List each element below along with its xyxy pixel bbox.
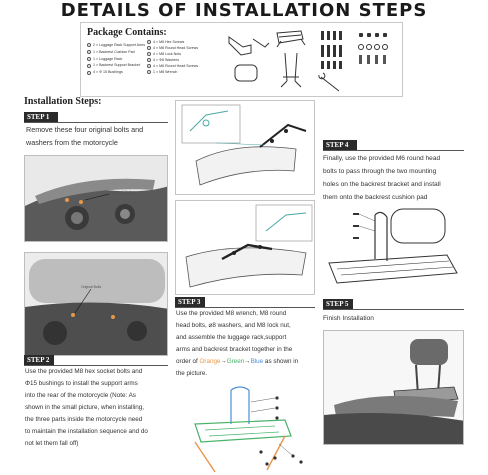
step-1-text-line2: washers from the motorcycle xyxy=(26,138,118,147)
step-2-diagram-bottom xyxy=(175,200,315,295)
step-4-line: them onto the backrest cushion pad xyxy=(323,194,428,201)
step-3-diagram xyxy=(175,384,315,475)
step-5-photo xyxy=(323,330,464,445)
step-4-divider xyxy=(323,150,464,151)
step-3-label: STEP 3 xyxy=(175,297,205,307)
package-item: 4 × M8 Lock Nuts xyxy=(147,51,198,57)
support-arm-icon xyxy=(229,37,251,55)
bullet-icon xyxy=(147,70,151,74)
support-arm-side-diagram xyxy=(176,201,315,295)
step-2-line: to maintain the installation sequence and do xyxy=(25,428,148,435)
step-1-divider xyxy=(24,122,168,123)
step-3-line: the picture. xyxy=(176,370,208,377)
luggage-rack-outline xyxy=(329,255,457,283)
luggage-rack-outline xyxy=(195,420,291,442)
backrest-bracket-outline xyxy=(375,212,387,261)
cushion-pad-icon xyxy=(235,65,257,81)
step-2-line: shown in the small picture, when installing, xyxy=(25,404,145,411)
page-title: DETAILS OF INSTALLATION STEPS xyxy=(60,0,428,21)
package-item: 4 × M6 Round Head Screws xyxy=(147,63,198,69)
backrest-pad-outline xyxy=(391,209,445,243)
bullet-icon xyxy=(147,40,151,44)
order-orange: Orange xyxy=(199,358,221,365)
wrench-icon xyxy=(319,73,339,91)
bullet-icon xyxy=(87,43,91,47)
package-item: 1 × Backrest Cushion Pad xyxy=(87,49,145,56)
bullet-icon xyxy=(147,58,151,62)
bullet-icon xyxy=(147,46,151,50)
bullet-icon xyxy=(147,52,151,56)
step-2-line: not let them fall off) xyxy=(25,440,79,447)
finished-installation-image xyxy=(324,331,464,445)
arrow-icon: → xyxy=(244,358,251,365)
package-item: 4 × M8 Round Head Screws xyxy=(147,45,198,51)
step-3-line: head bolts, ⌀8 washers, and M8 lock nut, xyxy=(176,322,291,329)
package-list-left xyxy=(87,42,145,76)
installation-steps-heading: Installation Steps: xyxy=(24,96,102,107)
support-arm-icon xyxy=(253,39,269,47)
step-2-line: into the rear of the motorcycle (Note: As xyxy=(25,392,136,399)
luggage-rack-icon xyxy=(277,31,305,47)
order-blue: Blue xyxy=(250,358,264,365)
detail-inset xyxy=(256,205,312,241)
step-5-label: STEP 5 xyxy=(323,299,353,309)
package-item: 4 × Φ8 Washers xyxy=(147,57,198,63)
package-contents-panel xyxy=(80,22,403,97)
backrest-pad-install-diagram xyxy=(323,205,464,295)
callout-original-washer: Original Washer xyxy=(111,190,136,194)
step-1-label: STEP 1 xyxy=(24,112,58,122)
washers-icon xyxy=(359,45,388,50)
package-item: 1 × Backrest Support Bracket xyxy=(87,62,145,69)
bullet-icon xyxy=(87,71,91,75)
backrest-bracket-icon xyxy=(281,53,301,87)
package-item: 2 × Luggage Rack Support Arms xyxy=(87,42,145,49)
bullet-icon xyxy=(147,64,151,68)
step-4-line: holes on the backrest bracket and install xyxy=(323,181,441,188)
bullet-icon xyxy=(87,64,91,68)
step-2-label: STEP 2 xyxy=(24,355,54,365)
package-item: 4 × Φ 15 Bushings xyxy=(87,69,145,76)
step-4-line: Finally, use the provided M6 round head xyxy=(323,155,441,162)
step-5-text: Finish Installation xyxy=(323,315,374,322)
step-2-line: the three parts inside the motorcycle need xyxy=(25,416,143,423)
bolts-icon xyxy=(359,55,386,64)
step-3-line: and assemble the luggage rack,support xyxy=(176,334,287,341)
bullet-icon xyxy=(87,57,91,61)
package-list-right xyxy=(147,39,198,75)
step-3-order-line: order of Orange→Green→Blue as shown in xyxy=(176,358,299,365)
motorcycle-rear-image xyxy=(25,156,168,242)
detail-inset xyxy=(182,105,240,143)
step-1-photo-bottom xyxy=(24,252,168,356)
step-2-line: Φ15 bushings to install the support arms xyxy=(25,380,138,387)
support-arm-install-diagram xyxy=(176,101,315,195)
step-4-label: STEP 4 xyxy=(323,140,357,150)
step-3-line: Use the provided M8 wrench, M8 round xyxy=(176,310,287,317)
step-4-diagram xyxy=(323,205,464,295)
rack-assembly-diagram xyxy=(175,384,315,475)
package-title: Package Contains: xyxy=(87,27,167,38)
step-3-line: arms and backrest bracket together in the xyxy=(176,346,293,353)
package-item: 1 × M8 Wrench xyxy=(147,69,198,75)
package-parts-illustration xyxy=(221,25,401,95)
step-2-line: Use the provided M8 hex socket bolts and xyxy=(25,368,143,375)
bullet-icon xyxy=(87,50,91,54)
step-2-diagram-top xyxy=(175,100,315,195)
step-1-photo-top xyxy=(24,155,168,242)
step-5-divider xyxy=(323,309,464,310)
step-1-text-line1: Remove these four original bolts and xyxy=(26,125,144,134)
order-green: Green xyxy=(226,358,245,365)
step-4-line: bolts to pass through the two mounting xyxy=(323,168,437,175)
callout-original-bolts: Original Bolts xyxy=(81,285,102,289)
package-item: 4 × M6 Hex Screws xyxy=(147,39,198,45)
package-item: 1 × Luggage Rack xyxy=(87,56,145,63)
backrest-bracket-outline xyxy=(231,387,249,424)
motorcycle-seat-image xyxy=(25,253,168,356)
arrow-icon: → xyxy=(220,358,227,365)
